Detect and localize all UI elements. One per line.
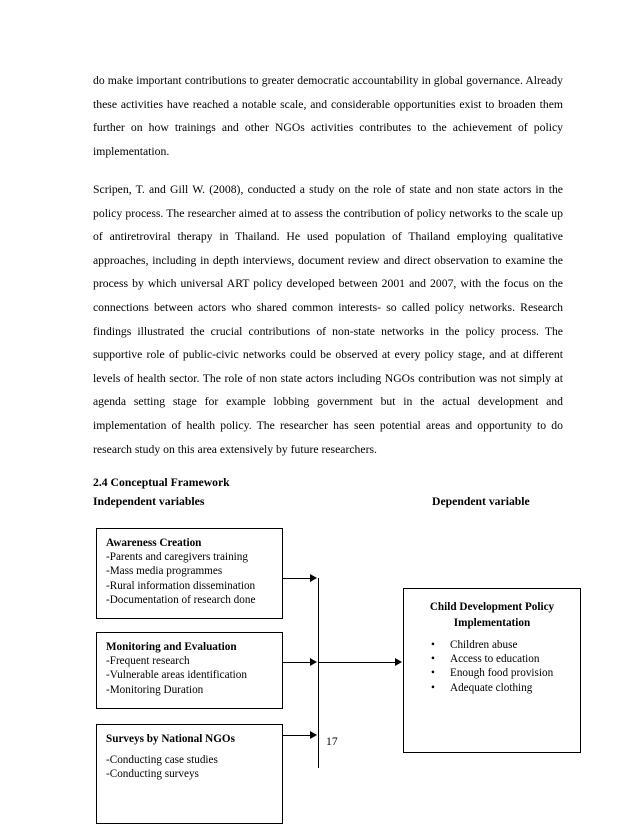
box-title: Surveys by National NGOs <box>106 733 235 745</box>
list-item-text: Enough food provision <box>450 667 554 680</box>
arrow-head-icon <box>310 574 317 582</box>
outcome-list <box>404 638 580 695</box>
paragraph-intro: do make important contributions to greater democratic accountability in global governance. Already these activities have reached a notable scale, and considerable opportunities exist to broaden them further on how trainings and other NGOs activities contributes to the achievement of policy implementation. <box>93 74 563 158</box>
box-item: -Conducting case studies <box>106 754 218 767</box>
box-item: -Frequent research <box>106 655 190 668</box>
dependent-variable-label: Dependent variable <box>432 495 530 508</box>
box-item: -Mass media programmes <box>106 565 223 578</box>
bullet-icon: • <box>431 667 435 680</box>
list-item-text: Adequate clothing <box>450 681 533 694</box>
box-title: Monitoring and Evaluation <box>106 641 237 653</box>
box-child-development-policy <box>403 588 581 753</box>
list-item <box>404 681 580 695</box>
connector-line-to-dependent <box>318 662 396 663</box>
list-item <box>404 666 580 680</box>
box-monitoring-evaluation <box>96 632 283 709</box>
box-item: -Parents and caregivers training <box>106 551 248 564</box>
box-title: Awareness Creation <box>106 537 202 549</box>
box-title-line-2: Implementation <box>453 617 531 629</box>
box-surveys-ngos <box>96 724 283 824</box>
section-title: 2.4 Conceptual Framework <box>93 476 230 489</box>
bullet-icon: • <box>431 639 435 651</box>
box-item: -Conducting surveys <box>106 768 199 781</box>
vertical-connector-line <box>318 578 319 768</box>
arrow-head-icon <box>310 658 317 666</box>
box-title-line-1: Child Development Policy <box>429 601 555 613</box>
page-number: 17 <box>326 735 338 748</box>
bullet-icon: • <box>431 681 435 694</box>
arrow-head-icon <box>310 731 317 739</box>
connector-line-awareness <box>283 578 311 579</box>
box-item: -Monitoring Duration <box>106 683 204 696</box>
box-item: -Vulnerable areas identification <box>106 669 247 682</box>
arrow-head-icon <box>395 658 402 666</box>
paragraph-scripen-study: Scripen, T. and Gill W. (2008), conducted a study on the role of state and non state actors in the policy process. The researcher aimed at to assess the contribution of policy networks to the scale up of antiretroviral therapy in Thailand. He used population of Thailand employing qualitative approaches, including in depth interviews, document review and direct observation to examine the process by which universal ART policy developed between 2001 and 2007, with the focus on the connections between actors who shared common interests- so called policy networks. Research findings illustrated the crucial contributions of non-state networks in the policy process. The supportive role of public-civic networks could be observed at every policy stage, and at different levels of health sector. The role of non state actors including NGOs contribution was not simply at agenda setting stage for example lobbing government but in the actual development and implementation of health policy. The researcher has seen potential areas and opportunity to do research study on this area extensively by future researchers. <box>93 183 563 456</box>
list-item-text: Children abuse <box>450 639 518 651</box>
list-item <box>404 638 580 652</box>
list-item-text: Access to education <box>450 653 540 666</box>
box-item: -Rural information dissemination <box>106 579 256 592</box>
connector-line-surveys <box>283 735 311 736</box>
connector-line-monitoring <box>283 662 311 663</box>
box-awareness-creation <box>96 528 283 619</box>
list-item <box>404 652 580 666</box>
independent-variables-label: Independent variables <box>93 495 205 508</box>
bullet-icon: • <box>431 653 435 666</box>
box-item: -Documentation of research done <box>106 593 256 606</box>
